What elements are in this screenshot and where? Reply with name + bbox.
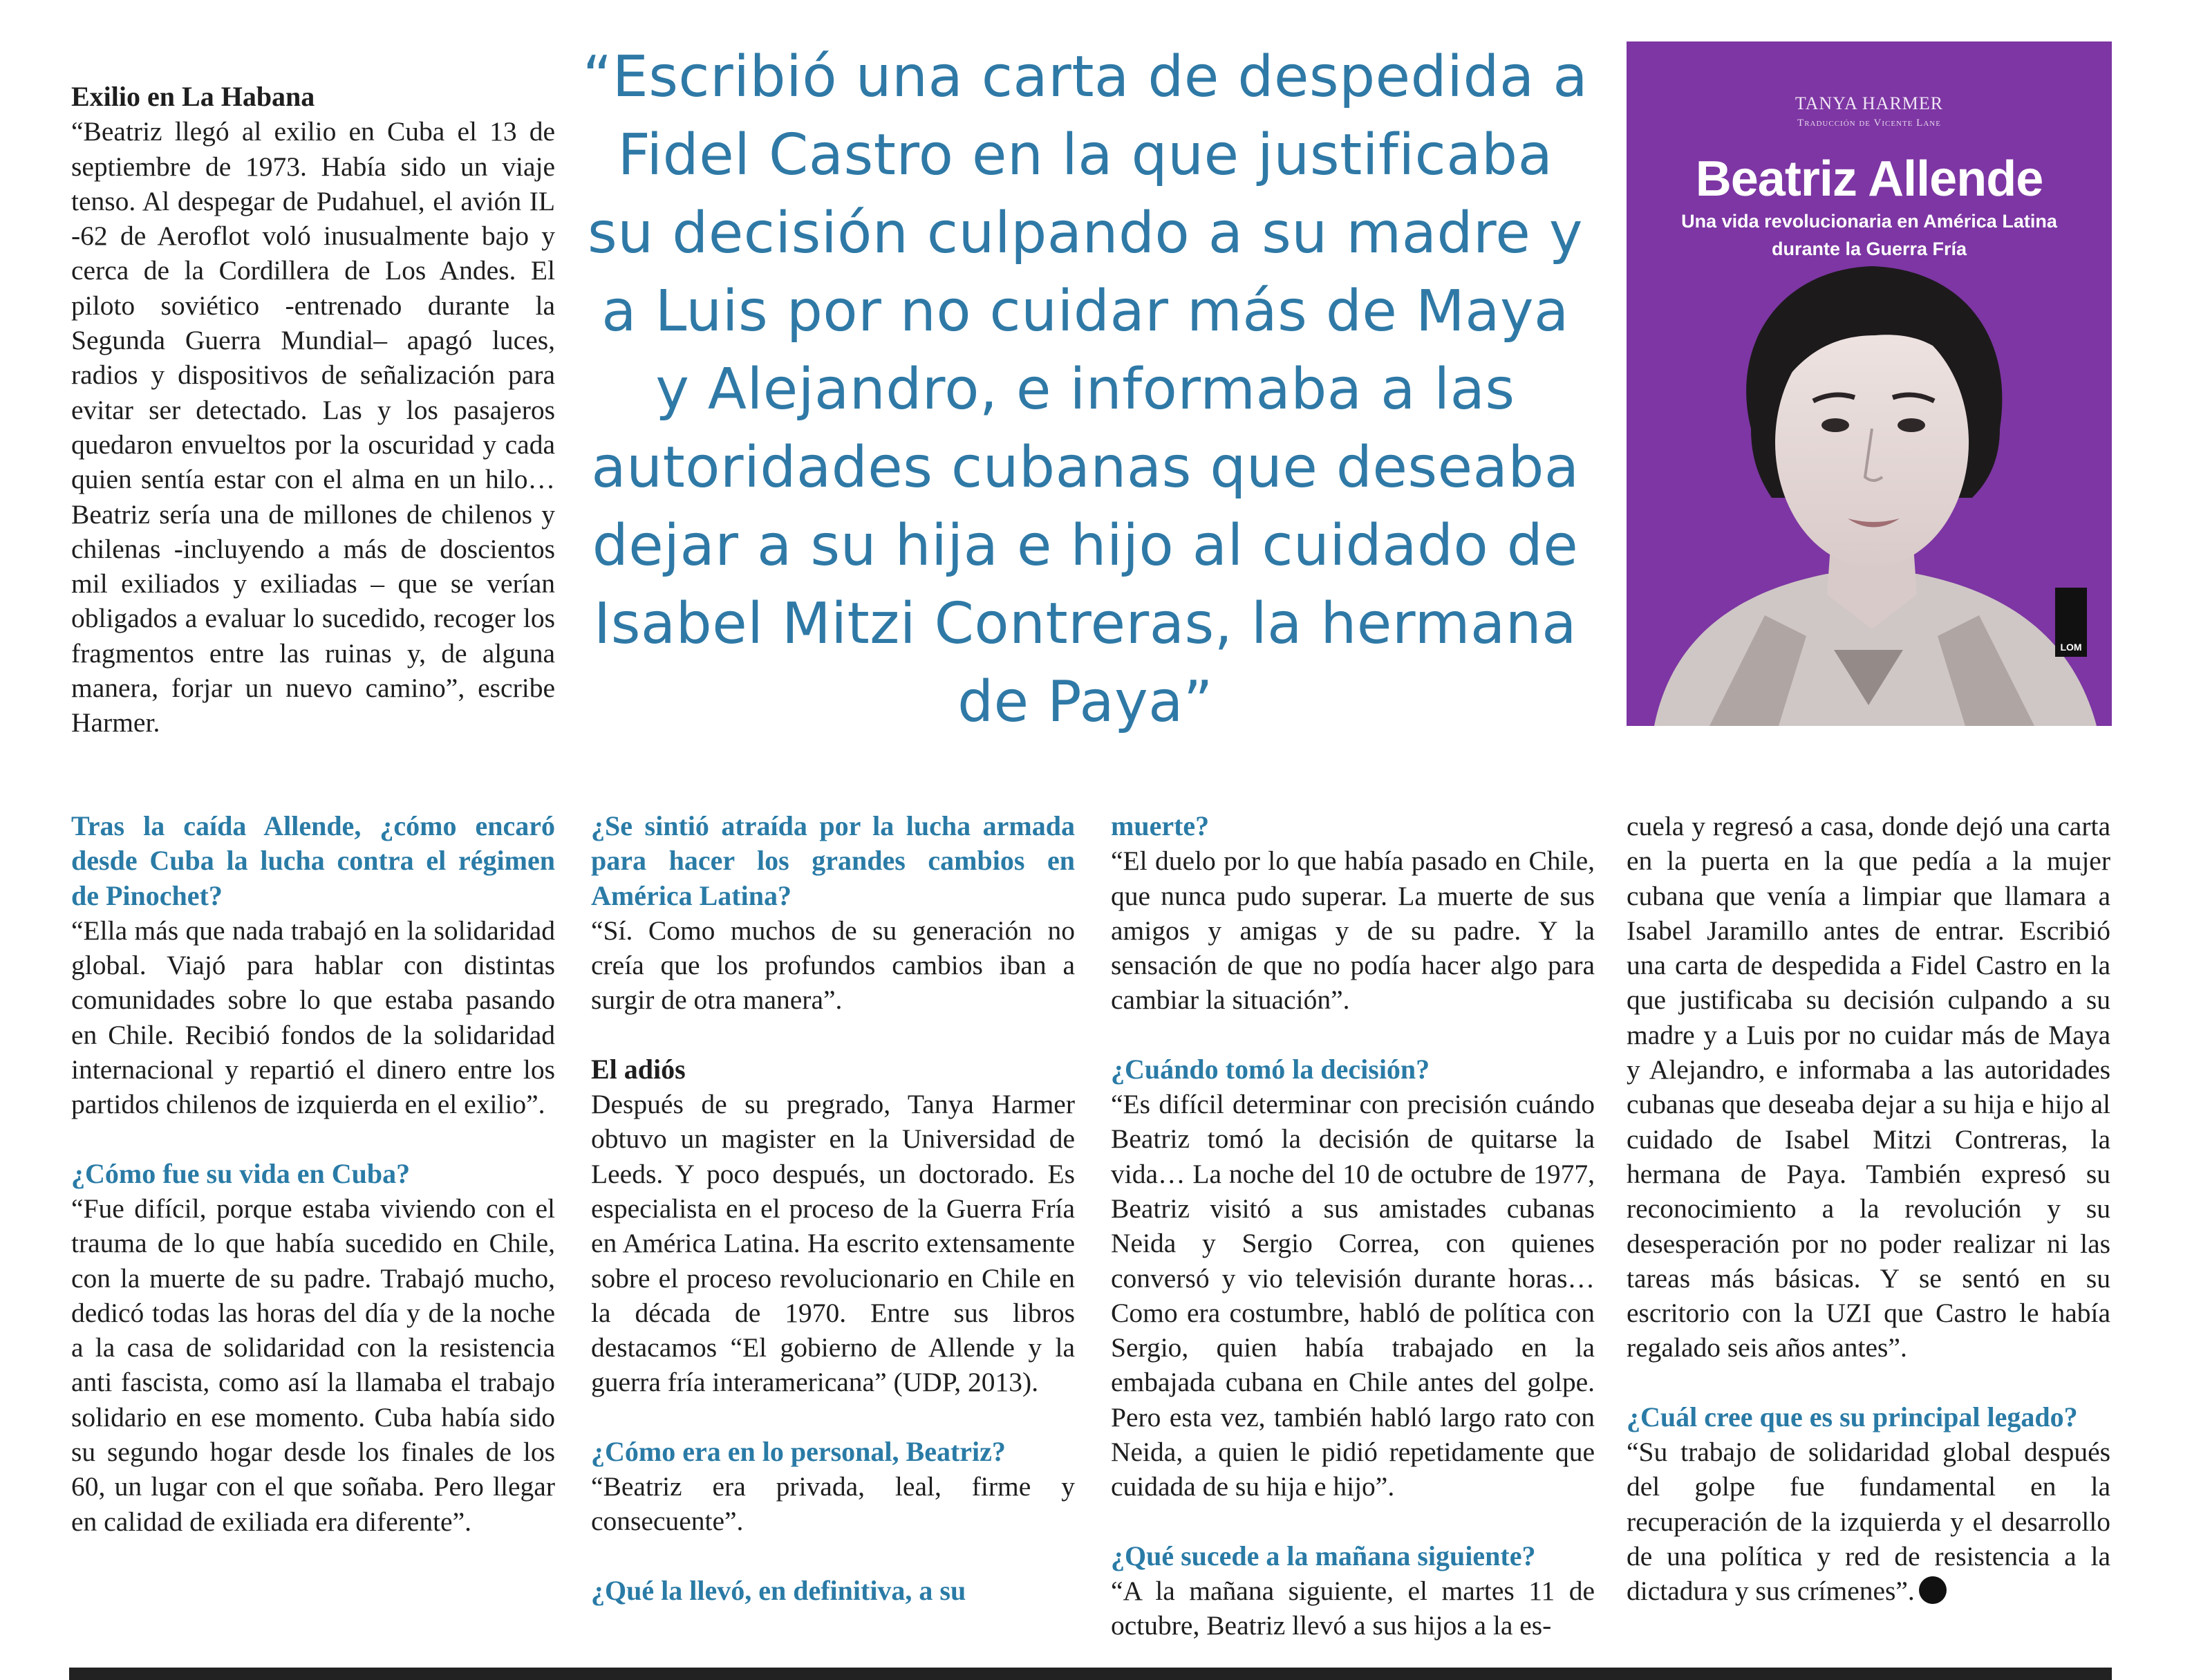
column-3 bbox=[1111, 809, 1595, 1643]
portrait-illustration bbox=[1627, 41, 2112, 726]
question-cuando: ¿Cuándo tomó la decisión? bbox=[1111, 1053, 1430, 1085]
book-author: TANYA HARMER bbox=[1795, 93, 1944, 113]
question-personal: ¿Cómo era en lo personal, Beatriz? bbox=[591, 1435, 1006, 1467]
paragraph-exilio: “Beatriz llegó al exilio en Cuba el 13 de septiembre de 1973. Había sido un viaje tenso. Al despegar de Pudahuel, el avión IL -62 de Aeroflot voló inusualmente bajo y cerca de la Cordillera de Los Andes. El piloto soviético -entrenado durante la Segunda Guerra Mundial– apagó luces, radios y dispositivos de señalización para evitar ser detectado. Las y los pasajeros quedaron envueltos por la oscuridad y cada quien sentía estar con el alma en un hilo… Beatriz sería una de millones de chilenos y chilenas -incluyendo a más de doscientos mil exiliados y exiliadas – que se verían obligados a evaluar lo sucedido, recoger los fragmentos entre las ruinas y, de alguna manera, forjar un nuevo camino”, escribe Harmer. bbox=[71, 116, 555, 738]
section-heading-adios: El adiós bbox=[591, 1053, 686, 1085]
answer-cuando: “Es difícil determinar con precisión cuándo Beatriz tomó la decisión de quitarse la vida… La noche del 10 de octubre de 1977, Beatriz visitó a sus amistades cubanas Neida y Sergio Correa, con quienes conversó y vio televisión durante horas… Como era costumbre, habló de política con Sergio, quien había trabajado en la embajada cubana en Chile antes del golpe. Pero esta vez, también habló largo rato con Neida, a quien le pidió repetidamente que cuidada de su hija e hijo”. bbox=[1111, 1089, 1595, 1502]
question-lucha: ¿Se sintió atraída por la lucha armada para hacer los grandes cambios en América Latina? bbox=[591, 810, 1075, 911]
question-caida: Tras la caída Allende, ¿cómo encaró desde Cuba la lucha contra el régimen de Pinochet? bbox=[71, 810, 555, 911]
answer-vida: “Fue difícil, porque estaba viviendo con el trauma de lo que había sucedido en Chile, con la muerte de su padre. Trabajó mucho, dedicó todas las horas del día y de la noche a la casa de solidaridad con la resistencia anti fascista, como así la llamaba el trabajo solidario en ese momento. Cuba había sido su segundo hogar desde los finales de los 60, un lugar con el que soñaba. Pero llegar en calidad de exiliada era diferente”. bbox=[71, 1193, 555, 1537]
pull-quote: “Escribió una carta de despedida a Fidel Castro en la que justificaba su decisión culpando a su madre y a Luis por no cuidar más de Maya y Alejandro, e informaba a las autoridades cubanas que deseaba dejar a su hija e hijo al cuidado de Isabel Mitzi Contreras, la hermana de Paya” bbox=[582, 44, 1589, 735]
answer-lucha: “Sí. Como muchos de su generación no creía que los profundos cambios iban a surgir de otra manera”. bbox=[591, 915, 1075, 1016]
question-llevo: ¿Qué la llevó, en definitiva, a su bbox=[591, 1574, 966, 1606]
book-subtitle: Una vida revolucionaria en América Latina durante la Guerra Fría bbox=[1681, 211, 2057, 259]
question-legado: ¿Cuál cree que es su principal legado? bbox=[1627, 1401, 2078, 1432]
answer-caida: “Ella más que nada trabajó en la solidaridad global. Viajó para hablar con distintas comunidades sobre lo que estaba pasando en Chile. Recibió fondos de la solidaridad internacional y repartió el dinero entre los partidos chilenos de izquierda en el exilio”. bbox=[71, 915, 555, 1120]
answer-legado-wrapper bbox=[1627, 1435, 2110, 1608]
answer-llevo: “El duelo por lo que había pasado en Chile, que nunca pudo superar. La muerte de sus amigos y amigas y de su padre. Y la sensación de que no podía hacer algo para cambiar la situación”. bbox=[1111, 846, 1595, 1016]
paragraph-adios: Después de su pregrado, Tanya Harmer obtuvo un magister en la Universidad de Leeds. Y poco después, un doctorado. Es especialista en el proceso de la Guerra Fría en América Latina. Ha escrito extensamente sobre el proceso revolucionario en Chile en la década de 1970. Entre sus libros destacamos “El gobierno de Allende y la guerra fría interamericana” (UDP, 2013). bbox=[591, 1089, 1075, 1398]
answer-personal: “Beatriz era privada, leal, firme y consecuente”. bbox=[591, 1471, 1075, 1537]
question-vida: ¿Cómo fue su vida en Cuba? bbox=[71, 1157, 411, 1189]
column-2 bbox=[591, 809, 1075, 1608]
book-title: Beatriz Allende bbox=[1695, 151, 2043, 207]
answer-legado: “Su trabajo de solidaridad global después del golpe fue fundamental en la recuperación de la izquierda y el desarrollo de una política y red de resistencia a la dictadura y sus crímenes”. bbox=[1627, 1437, 2110, 1607]
exile-section bbox=[71, 80, 555, 740]
question-llevo-continued: muerte? bbox=[1111, 810, 1210, 841]
section-heading-exilio: Exilio en La Habana bbox=[71, 81, 315, 112]
bottom-rule bbox=[69, 1668, 2112, 1680]
answer-manana: “A la mañana siguiente, el martes 11 de octubre, Beatriz llevó a sus hijos a la es- bbox=[1111, 1575, 1595, 1641]
book-translator: Traducción de Vicente Lane bbox=[1797, 118, 1941, 129]
answer-manana-continued: cuela y regresó a casa, donde dejó una carta en la puerta en la que pedía a la mujer cubana que venía a limpiar que llamara a Isabel Jaramillo antes de entrar. Escribió una carta de despedida a Fidel Castro en la que justificaba su decisión culpando a su madre y a Luis por no cuidar más de Maya y Alejandro, e informaba a las autoridades cubanas que deseaba dejar a su hija e hijo al cuidado de Isabel Mitzi Contreras, la hermana de Paya. También expresó su reconocimiento a la revolución y su desesperación por no poder realizar ni las tareas más básicas. Y se sentó en su escritorio con la UZI que Castro le había regalado seis años antes”. bbox=[1627, 811, 2110, 1363]
question-manana: ¿Qué sucede a la mañana siguiente? bbox=[1111, 1540, 1536, 1571]
column-4 bbox=[1627, 809, 2110, 1609]
book-cover-image bbox=[1627, 41, 2112, 726]
end-of-article-mark bbox=[1919, 1576, 1947, 1604]
column-1 bbox=[71, 809, 555, 1539]
publisher-name: LOM bbox=[2060, 642, 2082, 653]
publisher-logo bbox=[2055, 588, 2087, 657]
